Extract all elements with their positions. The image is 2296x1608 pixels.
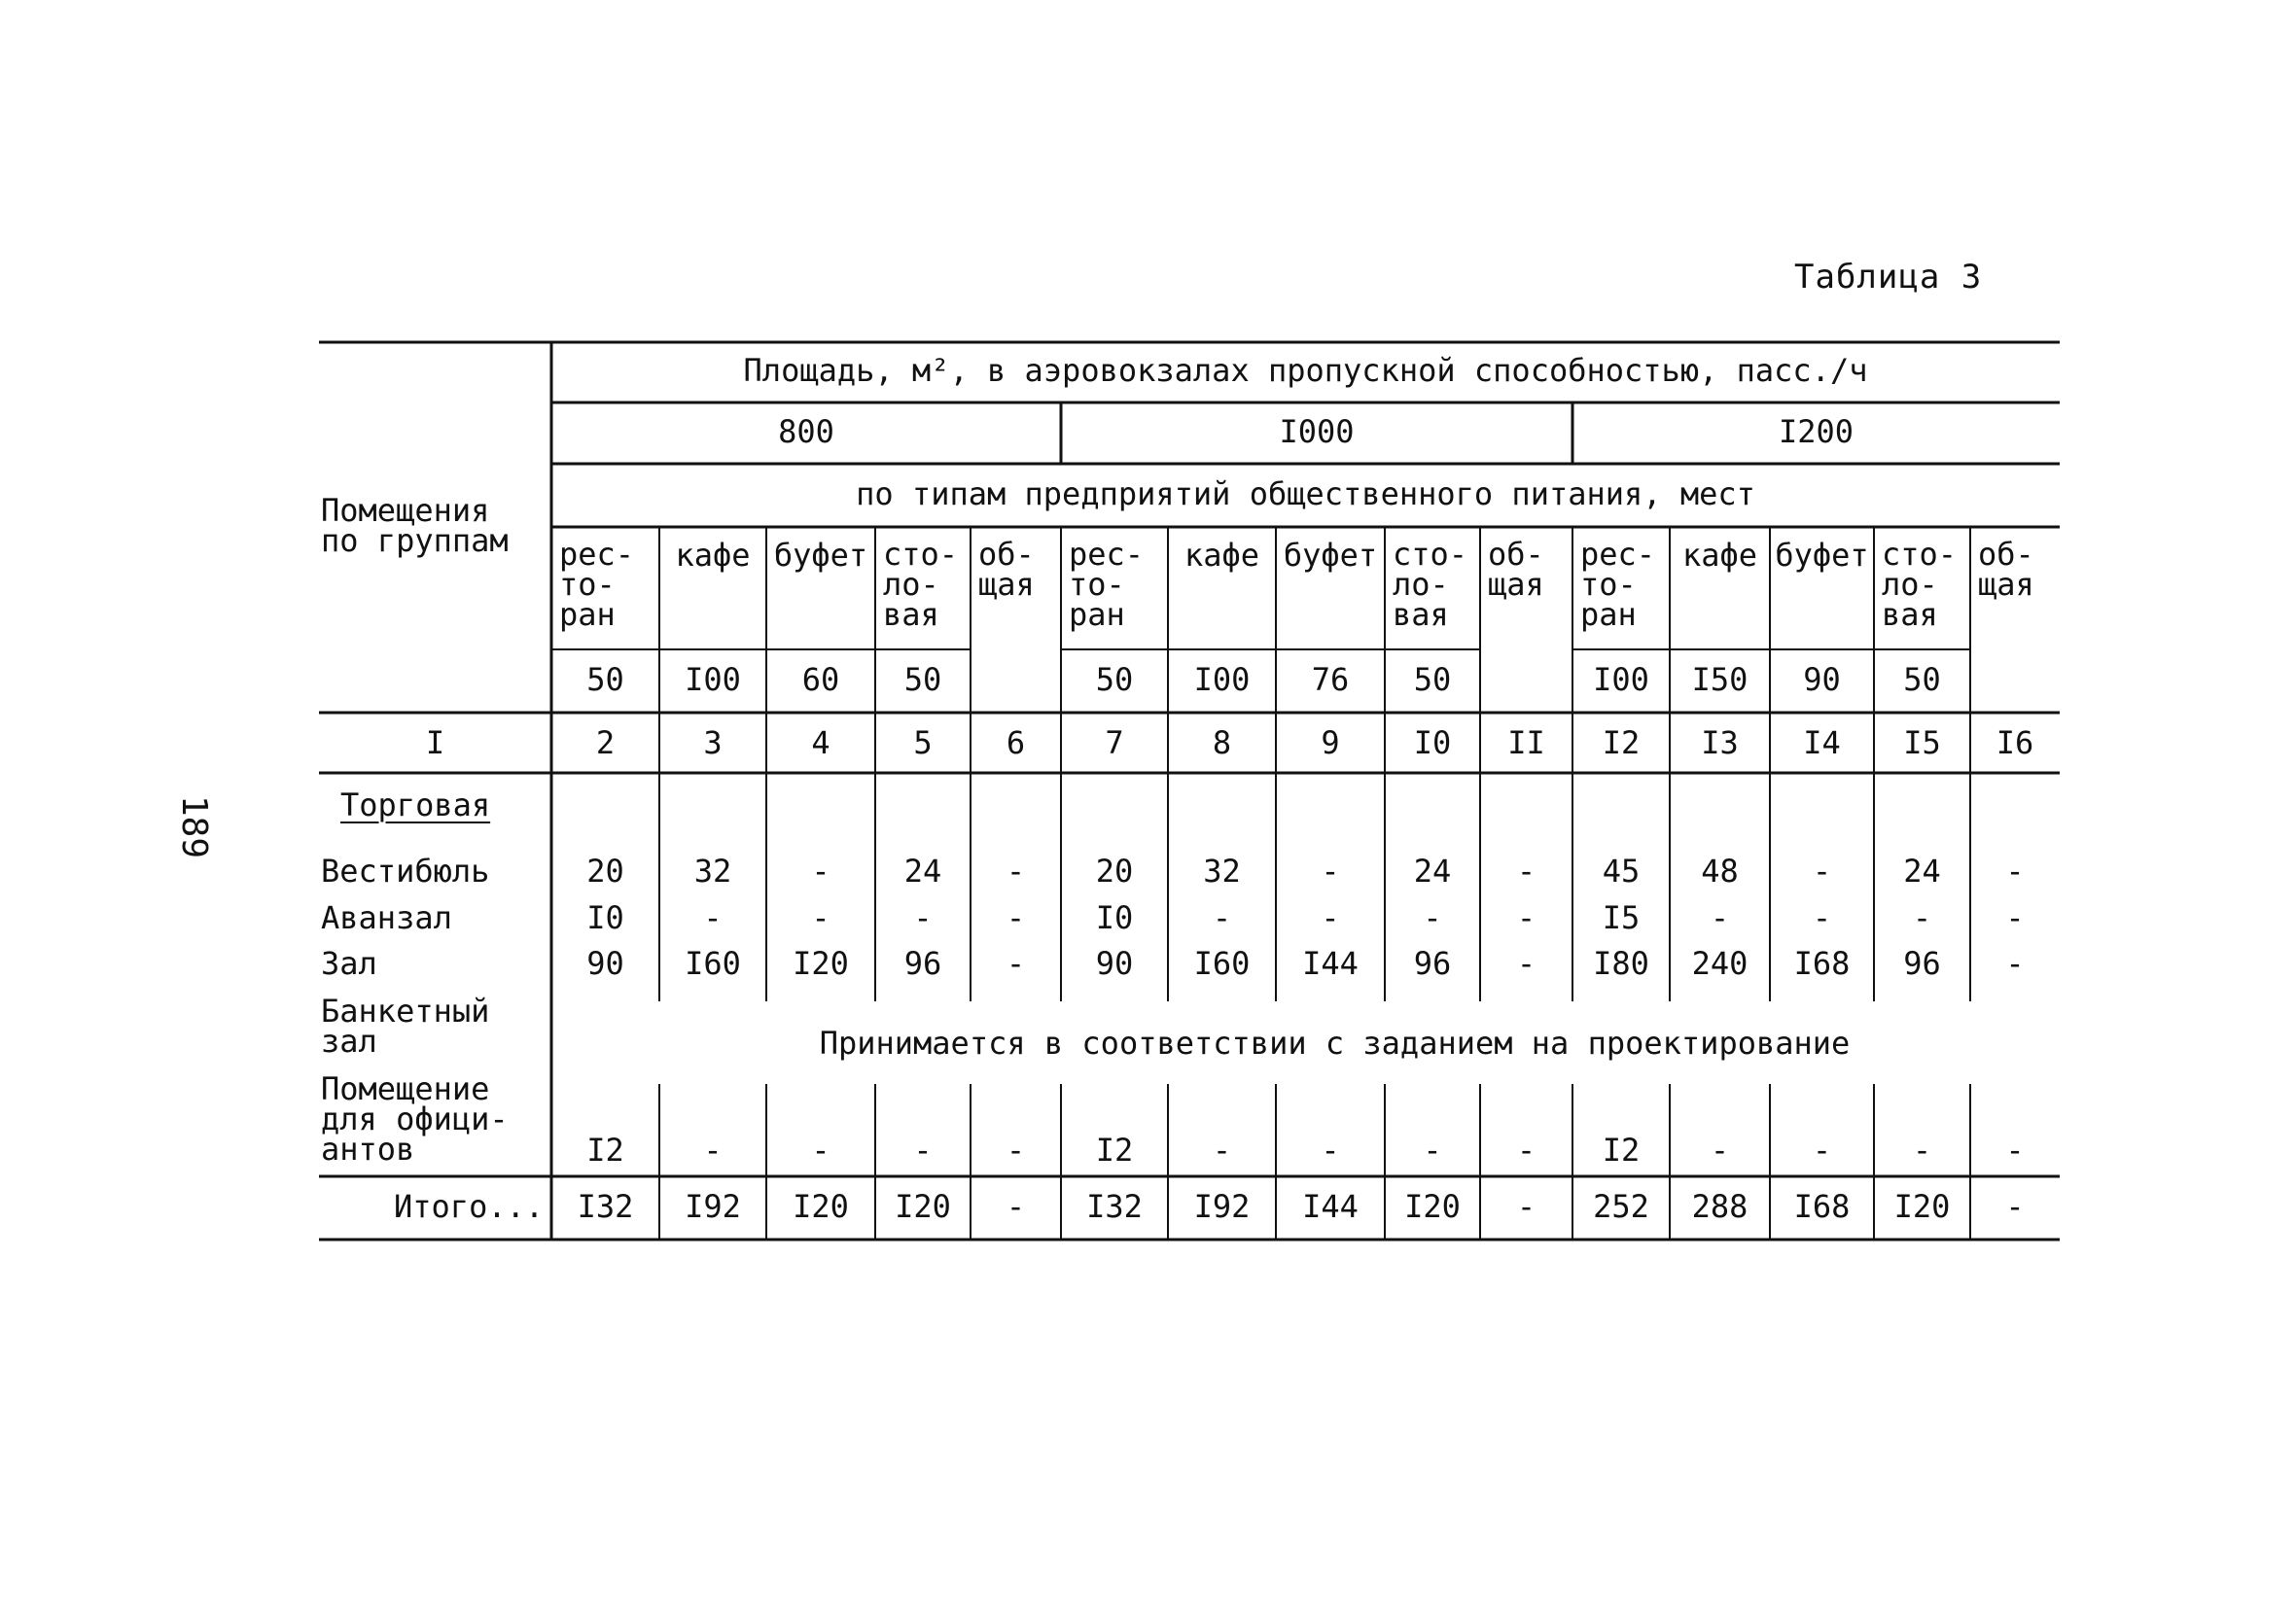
row-value: 20 xyxy=(586,853,624,890)
banquet-note: Принимается в соответствии с заданием на проектирование xyxy=(819,1025,1851,1062)
waiters-value: - xyxy=(1710,1132,1730,1169)
total-value: I68 xyxy=(1793,1188,1851,1225)
total-value: 252 xyxy=(1593,1188,1649,1225)
column-number: 3 xyxy=(703,724,723,761)
column-number: I0 xyxy=(1413,724,1452,761)
column-number: II xyxy=(1507,724,1545,761)
waiters-value: - xyxy=(1912,1132,1932,1169)
type-header: об- щая xyxy=(1488,536,1544,603)
waiters-value: - xyxy=(1516,1132,1537,1169)
row-value: 45 xyxy=(1602,853,1641,890)
capacity-group-I200: I200 xyxy=(1778,413,1854,450)
type-header: буфет xyxy=(1775,537,1869,574)
type-header: буфет xyxy=(773,537,868,574)
row-value: - xyxy=(811,899,830,936)
row-value: - xyxy=(1912,899,1932,936)
seats-value: I50 xyxy=(1691,661,1748,698)
column-number: 7 xyxy=(1105,724,1124,761)
type-header: сто- ло- вая xyxy=(883,536,959,633)
type-header: рес- то- ран xyxy=(1069,536,1145,633)
type-header: рес- то- ран xyxy=(1580,536,1656,633)
total-value: I20 xyxy=(1404,1188,1461,1225)
row-value: 32 xyxy=(693,853,732,890)
total-value: I20 xyxy=(895,1188,951,1225)
seats-value: 76 xyxy=(1311,661,1350,698)
row-value: I60 xyxy=(685,945,741,982)
seats-value: 50 xyxy=(1903,661,1941,698)
seats-value: 50 xyxy=(586,661,624,698)
row-value: - xyxy=(703,899,723,936)
row-value: 24 xyxy=(1413,853,1452,890)
total-value: I32 xyxy=(1086,1188,1143,1225)
row-value: - xyxy=(1516,945,1537,982)
column-number: 9 xyxy=(1321,724,1340,761)
waiters-value: - xyxy=(811,1132,830,1169)
type-header: об- щая xyxy=(978,536,1035,603)
column-number: 6 xyxy=(1006,724,1026,761)
column-number: I4 xyxy=(1803,724,1841,761)
row-value: - xyxy=(1212,899,1232,936)
row-value: - xyxy=(1423,899,1442,936)
total-value: I32 xyxy=(577,1188,634,1225)
row-value: - xyxy=(1321,853,1340,890)
row-value: 96 xyxy=(1413,945,1452,982)
seats-value: 50 xyxy=(1095,661,1134,698)
row-value: 32 xyxy=(1203,853,1241,890)
row-value: - xyxy=(2005,945,2025,982)
waiters-value: I2 xyxy=(586,1132,624,1169)
row-value: - xyxy=(1516,853,1537,890)
row-value: - xyxy=(1321,899,1340,936)
row-value: 96 xyxy=(903,945,942,982)
type-header: сто- ло- вая xyxy=(1882,536,1958,633)
seats-value: 60 xyxy=(801,661,840,698)
waiters-value: I2 xyxy=(1095,1132,1134,1169)
row-value: I0 xyxy=(586,899,624,936)
row-value: 20 xyxy=(1095,853,1134,890)
waiters-value: - xyxy=(1423,1132,1442,1169)
waiters-value: - xyxy=(2005,1132,2025,1169)
seats-value: I00 xyxy=(1593,661,1649,698)
type-header: кафе xyxy=(675,537,751,574)
row-value: 24 xyxy=(1903,853,1941,890)
total-label: Итого... xyxy=(394,1188,545,1225)
capacity-group-800: 800 xyxy=(778,413,834,450)
waiters-value: I2 xyxy=(1602,1132,1641,1169)
row-value: - xyxy=(1516,899,1537,936)
page-number: 189 xyxy=(174,795,214,859)
row-value: 96 xyxy=(1903,945,1941,982)
waiters-value: - xyxy=(1321,1132,1340,1169)
main-header: Площадь, м², в аэровокзалах пропускной способностью, пасс./ч xyxy=(743,352,1868,389)
total-value: - xyxy=(1006,1188,1026,1225)
waiters-value: - xyxy=(1212,1132,1232,1169)
row-value: I68 xyxy=(1793,945,1851,982)
row-value: I80 xyxy=(1593,945,1649,982)
total-value: I92 xyxy=(1193,1188,1251,1225)
total-value: 288 xyxy=(1691,1188,1748,1225)
row-value: 90 xyxy=(586,945,624,982)
total-value: I44 xyxy=(1302,1188,1359,1225)
type-header: рес- то- ран xyxy=(559,536,635,633)
sub-header: по типам предприятий общественного питания, мест xyxy=(856,475,1755,512)
row-value: - xyxy=(1710,899,1730,936)
section-title: Торговая xyxy=(340,787,491,823)
row-value: - xyxy=(913,899,933,936)
column-number: I2 xyxy=(1602,724,1641,761)
column-number: 2 xyxy=(595,724,616,761)
row-value: 24 xyxy=(903,853,942,890)
row-value: - xyxy=(1006,853,1026,890)
total-value: - xyxy=(1516,1188,1537,1225)
row-value: I20 xyxy=(793,945,849,982)
type-header: об- щая xyxy=(1978,536,2034,603)
row-value: - xyxy=(1006,899,1026,936)
total-value: - xyxy=(2005,1188,2025,1225)
column-number: I3 xyxy=(1701,724,1739,761)
waiters-value: - xyxy=(1812,1132,1832,1169)
total-value: I92 xyxy=(685,1188,741,1225)
row-value: I44 xyxy=(1302,945,1359,982)
column-number: I6 xyxy=(1996,724,2034,761)
total-value: I20 xyxy=(1893,1188,1951,1225)
row-value: 240 xyxy=(1691,945,1748,982)
row-value: - xyxy=(1812,853,1832,890)
row-value: 48 xyxy=(1701,853,1739,890)
type-header: кафе xyxy=(1681,537,1758,574)
table-caption: Таблица 3 xyxy=(1794,258,1983,297)
column-number: 8 xyxy=(1212,724,1232,761)
row-value: I60 xyxy=(1193,945,1251,982)
seats-value: 50 xyxy=(1413,661,1452,698)
seats-value: I00 xyxy=(685,661,741,698)
type-header: буфет xyxy=(1283,537,1378,574)
row-label: Аванзал xyxy=(321,899,452,936)
seats-value: 90 xyxy=(1803,661,1841,698)
row-label: Зал xyxy=(321,945,377,982)
waiters-value: - xyxy=(913,1132,933,1169)
total-value: I20 xyxy=(793,1188,849,1225)
column-number: 5 xyxy=(913,724,933,761)
waiters-value: - xyxy=(1006,1132,1026,1169)
column-number: 4 xyxy=(811,724,830,761)
seats-value: 50 xyxy=(903,661,942,698)
seats-value: I00 xyxy=(1193,661,1251,698)
row-value: - xyxy=(1006,945,1026,982)
column-number: I5 xyxy=(1903,724,1941,761)
row-value: - xyxy=(2005,899,2025,936)
capacity-group-I000: I000 xyxy=(1279,413,1355,450)
row-value: 90 xyxy=(1095,945,1134,982)
type-header: сто- ло- вая xyxy=(1393,536,1468,633)
column-number: I xyxy=(425,724,445,761)
row-value: - xyxy=(2005,853,2025,890)
row-header-title: Помещения по группам xyxy=(321,492,509,559)
banquet-label: Банкетный зал xyxy=(321,993,490,1060)
row-value: - xyxy=(1812,899,1832,936)
row-label: Вестибюль xyxy=(321,853,490,890)
type-header: кафе xyxy=(1183,537,1260,574)
row-value: I0 xyxy=(1095,899,1134,936)
row-value: I5 xyxy=(1602,899,1641,936)
waiters-label: Помещение для офици- антов xyxy=(321,1070,509,1168)
row-value: - xyxy=(811,853,830,890)
waiters-value: - xyxy=(703,1132,723,1169)
